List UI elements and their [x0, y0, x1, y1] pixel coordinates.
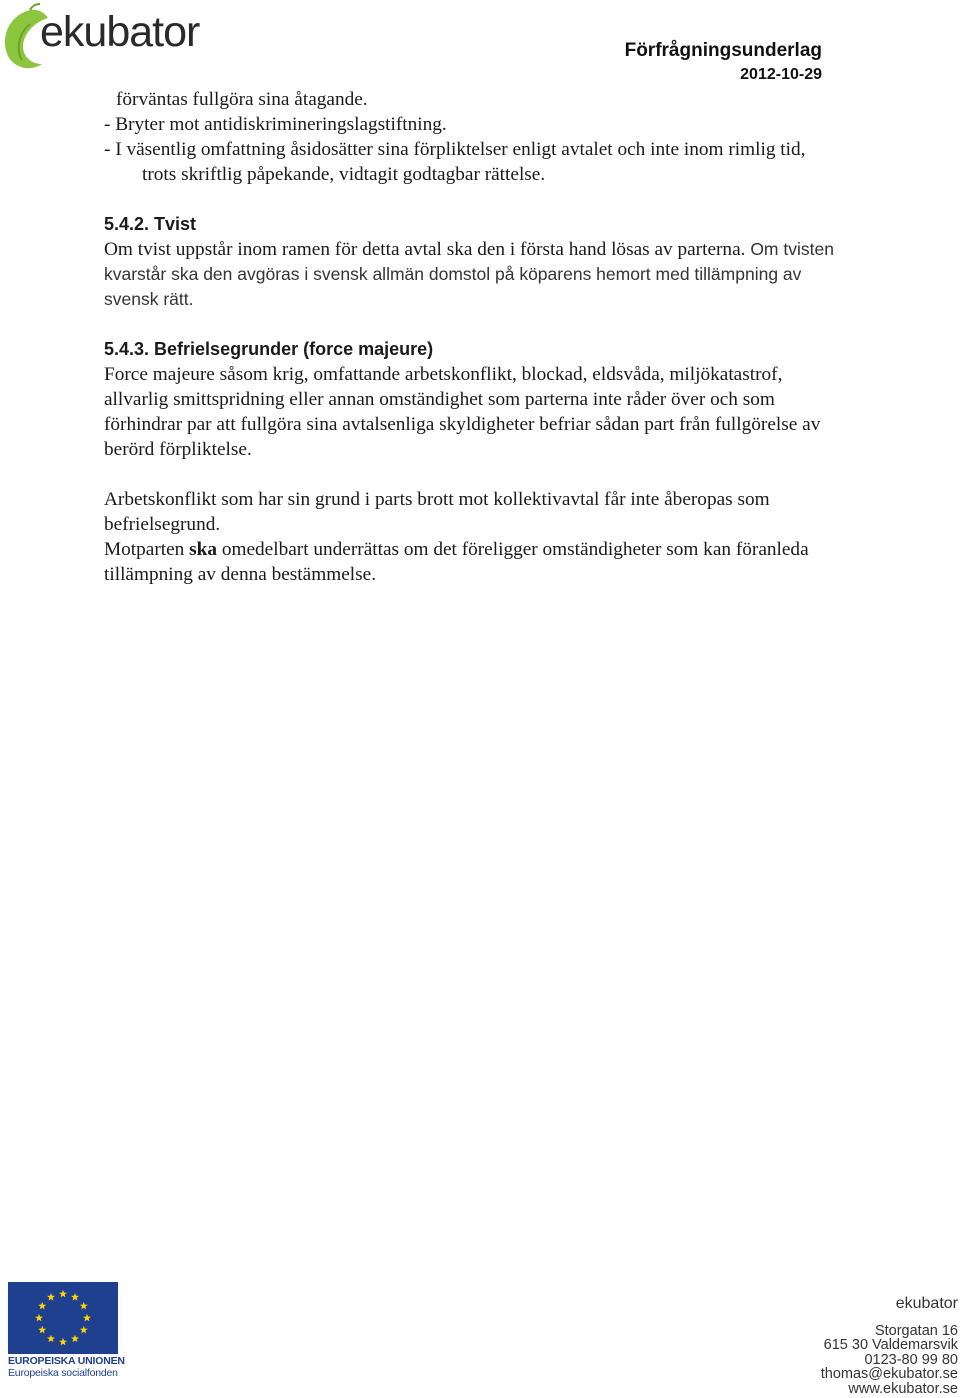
document-date: 2012-10-29	[740, 66, 822, 83]
paragraph-text: Om tvist uppstår inom ramen för detta avtal ska den i första hand lösas av parterna.	[104, 239, 746, 260]
paragraph-text: Motparten	[104, 539, 190, 560]
section-heading-543: 5.4.3. Befrielsegrunder (force majeure)	[104, 339, 434, 359]
address-footer	[821, 1297, 958, 1396]
ekubator-logo	[0, 2, 230, 74]
footer-org: ekubator	[895, 1295, 958, 1312]
document-body	[104, 87, 844, 587]
eu-caption-line2: Europeiska socialfonden	[8, 1367, 118, 1379]
section-paragraph: Force majeure såsom krig, omfattande arbetskonflikt, blockad, eldsvåda, miljökatastrof, allvarlig smittspridning eller annan omständighet som parterna inte råder över och som förhindrar par att fullgöra sina avtalsenliga skyldigheter befriar sådan part från fullgörelse av berörd förpliktelse.	[104, 364, 821, 460]
intro-line: - Bryter mot antidiskrimineringslagstiftning.	[104, 114, 447, 135]
eu-flag-icon	[8, 1282, 118, 1354]
section-paragraph	[104, 237, 844, 312]
intro-line: förväntas fullgöra sina åtagande.	[116, 89, 368, 110]
footer-street: Storgatan 16	[874, 1322, 958, 1339]
footer-email: thomas@ekubator.se	[820, 1366, 958, 1382]
section-heading-542: 5.4.2. Tvist	[104, 214, 197, 234]
footer-web: www.ekubator.se	[848, 1380, 958, 1397]
paragraph-text: omedelbart underrättas om det föreligger omständigheter som kan föranleda tillämpning av denna bestämmelse.	[104, 539, 809, 585]
emphasis-text: ska	[189, 539, 218, 560]
section-paragraph	[104, 537, 844, 587]
section-paragraph: Arbetskonflikt som har sin grund i parts brott mot kollektivavtal får inte åberopas som befrielsegrund.	[104, 489, 770, 535]
paragraph-text: Om tvisten kvarstår ska den avgöras i svensk allmän domstol på köparens hemort med tillämpning av svensk rätt.	[104, 239, 834, 309]
footer-postal: 615 30 Valdemarsvik	[823, 1337, 958, 1353]
eu-caption-line1: EUROPEISKA UNIONEN	[8, 1355, 125, 1367]
document-type: Förfrågningsunderlag	[624, 40, 822, 61]
intro-line: - I väsentlig omfattning åsidosätter sina förpliktelser enligt avtalet och inte inom rimlig tid, trots skriftlig påpekande, vidtagit godtagbar rättelse.	[104, 139, 806, 185]
logo-text: ekubator	[40, 8, 200, 56]
footer-phone: 0123-80 99 80	[864, 1351, 958, 1368]
eu-caption	[8, 1355, 125, 1379]
